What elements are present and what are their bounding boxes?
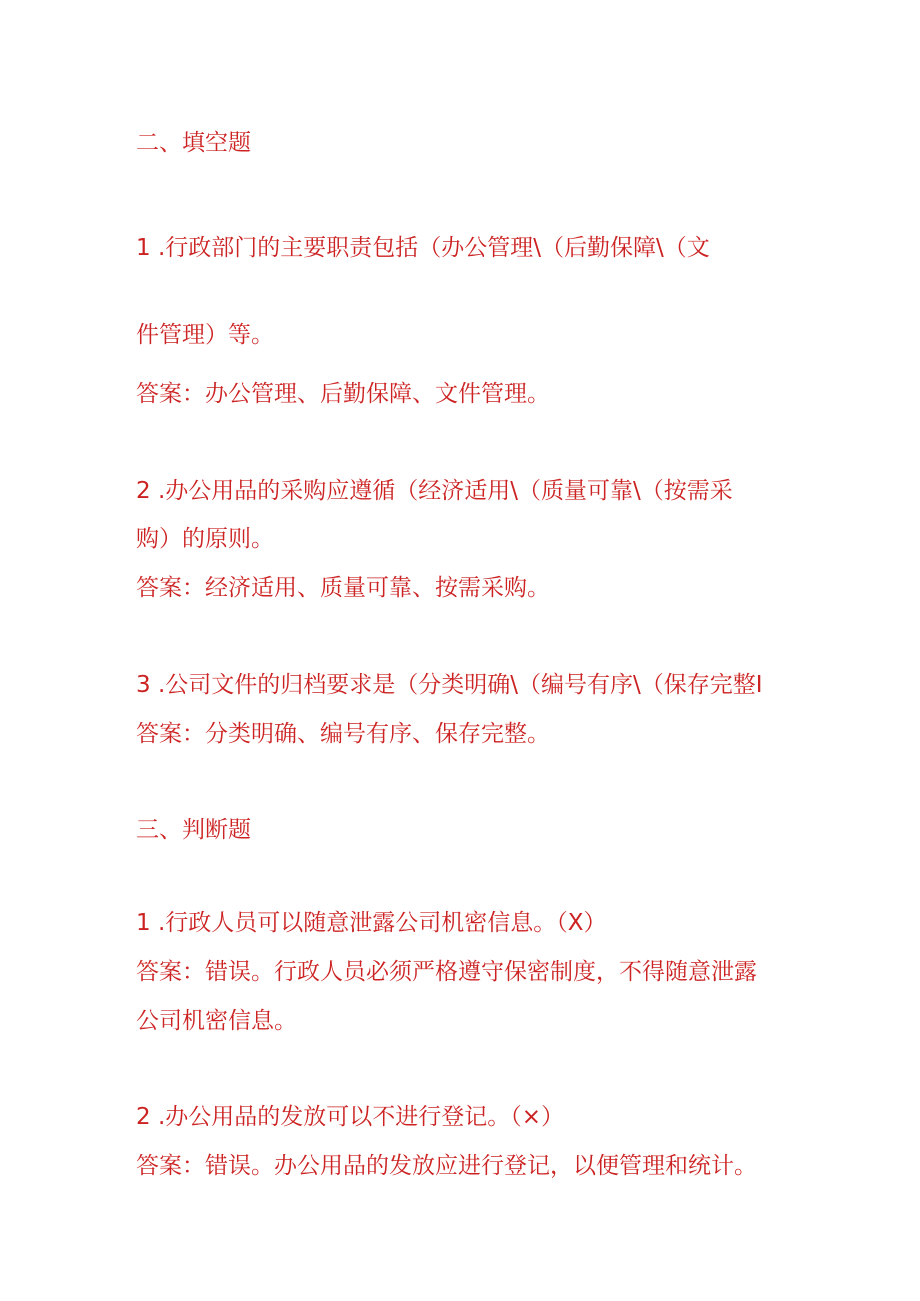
question-2-line-2: 购）的原则。 bbox=[136, 526, 274, 552]
section-heading-true-false: 三、判断题 bbox=[136, 817, 251, 843]
question-2-line-1: 2 .办公用品的采购应遵循（经济适用\（质量可靠\（按需采 bbox=[136, 478, 733, 504]
question-2-answer: 答案：经济适用、质量可靠、按需采购。 bbox=[136, 575, 550, 601]
tf-question-1-answer-line-1: 答案：错误。行政人员必须严格遵守保密制度，不得随意泄露 bbox=[136, 959, 757, 985]
tf-question-1-answer-line-2: 公司机密信息。 bbox=[136, 1008, 297, 1034]
question-3-line-1: 3 .公司文件的归档要求是（分类明确\（编号有序\（保存完整I bbox=[136, 672, 763, 698]
tf-question-2-line-1: 2 .办公用品的发放可以不进行登记。（×） bbox=[136, 1104, 565, 1130]
question-3-answer: 答案：分类明确、编号有序、保存完整。 bbox=[136, 721, 550, 747]
section-heading-fill-in: 二、填空题 bbox=[136, 130, 251, 156]
question-1-line-2: 件管理）等。 bbox=[136, 322, 274, 348]
question-1-line-1: 1 .行政部门的主要职责包括（办公管理\（后勤保障\（文 bbox=[136, 235, 710, 261]
tf-question-1-line-1: 1 .行政人员可以随意泄露公司机密信息。（X） bbox=[136, 910, 607, 936]
question-1-answer: 答案：办公管理、后勤保障、文件管理。 bbox=[136, 381, 550, 407]
tf-question-2-answer: 答案：错误。办公用品的发放应进行登记，以便管理和统计。 bbox=[136, 1153, 757, 1179]
